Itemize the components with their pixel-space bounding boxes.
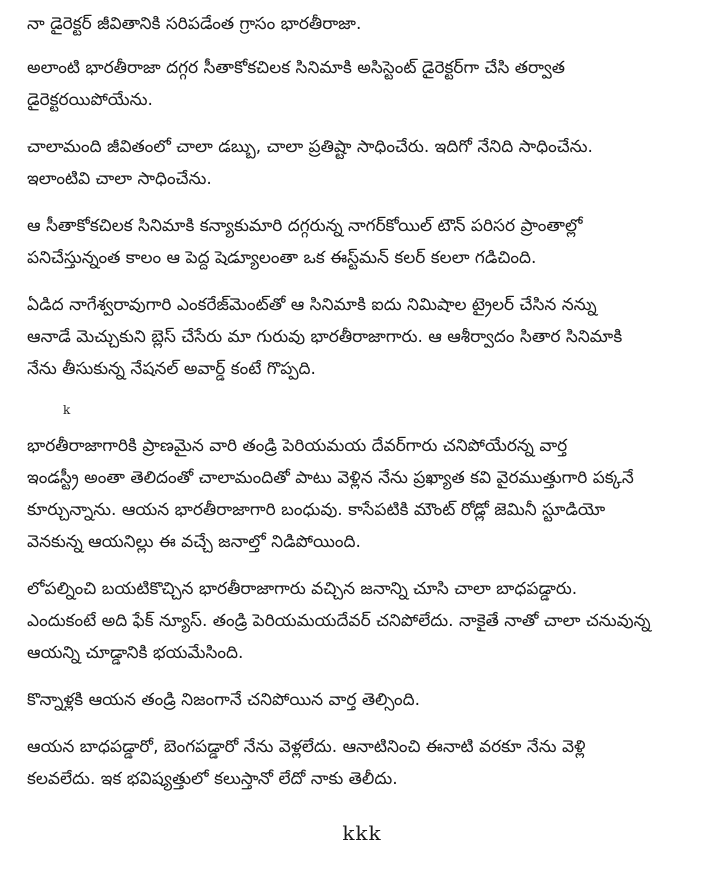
- paragraph-5: ఏడిద నాగేశ్వరావుగారి ఎంకరేజ్‌మెంట్‌తో ఆ సినిమాకి ఐదు నిమిషాల ట్రైలర్ చేసిన నన్ను ఆనాడే మెచ్చుకుని బ్లెస్ చేసేరు మా గురువు భారతీరాజాగారు. ఆ ఆశీర్వాదం సితార సినిమాకి నేను తీసుకున్న నేషనల్ అవార్డ్ కంటే గొప్పది.: [27, 295, 623, 379]
- paragraph-1: నా డైరెక్టర్ జీవితానికి సరిపడేంత గ్రాసం భారతీరాజా.: [27, 14, 362, 34]
- paragraph-6: భారతీరాజాగారికి ప్రాణమైన వారి తండ్రి పెరియమయ దేవర్‌గారు చనిపోయేరన్న వార్త ఇండస్ట్రీ అంతా తెలిదంతో చాలామందితో పాటు వెళ్లిన నేను ప్రఖ్యాత కవి వైరముత్తుగారి పక్కనే కూర్చున్నాను. ఆయన భారతీరాజాగారి బంధువు. కాసేపటికి మౌంట్ రోడ్లో జెమినీ స్టూడియో వెనకున్న ఆయనిల్లు ఈ వచ్చే జనాల్తో నిడిపోయింది.: [27, 436, 634, 552]
- paragraph-9: ఆయన బాధపడ్డారో, బెంగపడ్డారో నేను వెళ్లలేదు. ఆనాటినించి ఈనాటి వరకూ నేను వెళ్లి కలవలేదు. ఇక భవిష్యత్తులో కలుస్తానో లేదో నాకు తెలీదు.: [27, 737, 586, 789]
- section-marker: k: [63, 403, 71, 417]
- paragraph-8: కొన్నాళ్లకి ఆయన తండ్రి నిజంగానే చనిపోయిన వార్త తెల్సింది.: [27, 690, 421, 710]
- end-marker: kkk: [342, 821, 382, 845]
- paragraph-3: చాలామంది జీవితంలో చాలా డబ్బు, చాలా ప్రతిష్టా సాధించేరు. ఇదిగో నేనిది సాధించేను. ఇలాంటివి చాలా సాధించేను.: [27, 137, 593, 189]
- paragraph-4: ఆ సీతాకోకచిలక సినిమాకి కన్యాకుమారి దగ్గరున్న నాగర్‌కోయిల్ టౌన్ పరిసర ప్రాంతాల్లో పనిచేస్తున్నంత కాలం ఆ పెద్ద షెడ్యూలంతా ఒక ఈస్ట్‌మన్ కలర్ కలలా గడిచింది.: [27, 216, 583, 268]
- paragraph-7: లోపల్నించి బయటికొచ్చిన భారతీరాజాగారు వచ్చిన జనాన్ని చూసి చాలా బాధపడ్డారు. ఎందుకంటే అది ఫేక్ న్యూస్. తండ్రి పెరియమయదేవర్ చనిపోలేదు. నాకైతే నాతో చాలా చనువున్న ఆయన్ని చూడ్డానికి భయమేసింది.: [27, 579, 651, 663]
- paragraph-2: అలాంటి భారతీరాజా దగ్గర సీతాకోకచిలక సినిమాకి అసిస్టెంట్ డైరెక్టర్‌గా చేసి తర్వాత డైరెక్టరయిపోయేను.: [27, 58, 565, 110]
